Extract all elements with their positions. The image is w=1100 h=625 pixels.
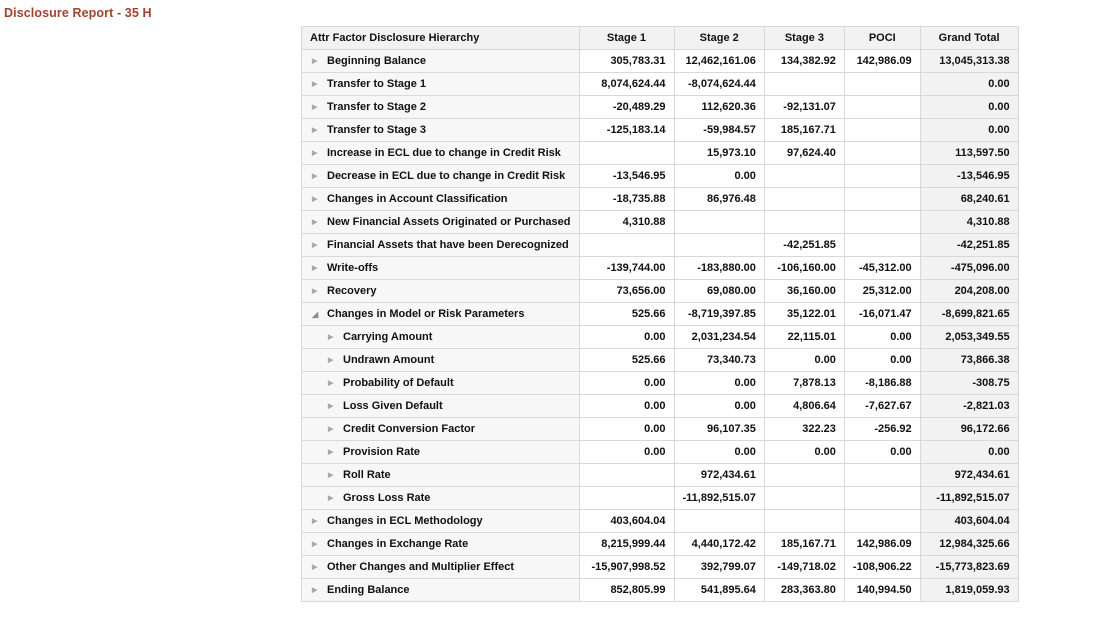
hierarchy-cell[interactable]: [302, 280, 580, 303]
table-body: [302, 50, 1019, 602]
row-label: Loss Given Default: [343, 400, 443, 412]
value-cell: 0.00: [579, 395, 674, 418]
value-cell: [844, 73, 920, 96]
table-row: [302, 579, 1019, 602]
hierarchy-cell[interactable]: [302, 188, 580, 211]
value-cell: 541,895.64: [674, 579, 764, 602]
grand-total-cell: -2,821.03: [920, 395, 1018, 418]
expand-icon[interactable]: ▶: [312, 265, 318, 272]
row-label: Changes in Exchange Rate: [327, 538, 469, 550]
value-cell: -7,627.67: [844, 395, 920, 418]
row-label: Changes in Account Classification: [327, 193, 508, 205]
row-label: Carrying Amount: [343, 331, 433, 343]
value-cell: 25,312.00: [844, 280, 920, 303]
hierarchy-cell[interactable]: [302, 73, 580, 96]
grand-total-cell: 2,053,349.55: [920, 326, 1018, 349]
value-cell: [579, 234, 674, 257]
table-row: [302, 395, 1019, 418]
value-cell: [844, 165, 920, 188]
value-cell: 283,363.80: [764, 579, 844, 602]
table-row: [302, 510, 1019, 533]
hierarchy-cell[interactable]: [302, 487, 580, 510]
expand-icon[interactable]: ▶: [328, 380, 334, 387]
value-cell: -15,907,998.52: [579, 556, 674, 579]
row-label: Write-offs: [327, 262, 379, 274]
expand-icon[interactable]: ▶: [312, 58, 318, 65]
value-cell: [844, 510, 920, 533]
value-cell: [764, 487, 844, 510]
value-cell: 392,799.07: [674, 556, 764, 579]
row-label: Recovery: [327, 285, 377, 297]
value-cell: -125,183.14: [579, 119, 674, 142]
expand-icon[interactable]: ▶: [312, 518, 318, 525]
value-cell: [844, 188, 920, 211]
value-cell: -92,131.07: [764, 96, 844, 119]
value-cell: 73,656.00: [579, 280, 674, 303]
grand-total-cell: 204,208.00: [920, 280, 1018, 303]
value-cell: -106,160.00: [764, 257, 844, 280]
value-cell: 22,115.01: [764, 326, 844, 349]
row-label: Roll Rate: [343, 469, 391, 481]
expand-icon[interactable]: ▶: [312, 127, 318, 134]
value-cell: 0.00: [844, 326, 920, 349]
value-cell: -13,546.95: [579, 165, 674, 188]
row-label: Other Changes and Multiplier Effect: [327, 561, 515, 573]
hierarchy-cell[interactable]: [302, 326, 580, 349]
expand-icon[interactable]: ▶: [328, 495, 334, 502]
table-row: [302, 234, 1019, 257]
value-cell: 96,107.35: [674, 418, 764, 441]
value-cell: 185,167.71: [764, 533, 844, 556]
grand-total-cell: 13,045,313.38: [920, 50, 1018, 73]
grand-total-cell: 12,984,325.66: [920, 533, 1018, 556]
header-row: [302, 27, 1019, 50]
table-row: [302, 188, 1019, 211]
value-cell: 12,462,161.06: [674, 50, 764, 73]
value-cell: 15,973.10: [674, 142, 764, 165]
expand-icon[interactable]: ▶: [312, 541, 318, 548]
value-cell: -8,186.88: [844, 372, 920, 395]
value-cell: [579, 487, 674, 510]
expand-icon[interactable]: ▶: [328, 357, 334, 364]
value-cell: 0.00: [674, 165, 764, 188]
value-cell: 8,215,999.44: [579, 533, 674, 556]
hierarchy-cell[interactable]: [302, 234, 580, 257]
hierarchy-cell[interactable]: [302, 211, 580, 234]
value-cell: [844, 234, 920, 257]
hierarchy-cell[interactable]: [302, 119, 580, 142]
value-cell: 0.00: [764, 441, 844, 464]
expand-icon[interactable]: ▶: [328, 334, 334, 341]
value-cell: 134,382.92: [764, 50, 844, 73]
table-row: [302, 142, 1019, 165]
value-cell: [844, 96, 920, 119]
value-cell: [844, 211, 920, 234]
expand-icon[interactable]: ▶: [328, 472, 334, 479]
hierarchy-cell[interactable]: [302, 418, 580, 441]
value-cell: -108,906.22: [844, 556, 920, 579]
value-cell: [844, 142, 920, 165]
row-label: Increase in ECL due to change in Credit Risk: [327, 147, 561, 159]
disclosure-report-table: [301, 26, 1019, 602]
value-cell: [674, 211, 764, 234]
table-header: [302, 27, 1019, 50]
row-label: Ending Balance: [327, 584, 410, 596]
hierarchy-cell[interactable]: [302, 50, 580, 73]
grand-total-cell: 972,434.61: [920, 464, 1018, 487]
grand-total-cell: 403,604.04: [920, 510, 1018, 533]
expand-icon[interactable]: ▶: [312, 196, 318, 203]
grand-total-cell: -308.75: [920, 372, 1018, 395]
value-cell: 97,624.40: [764, 142, 844, 165]
value-cell: -59,984.57: [674, 119, 764, 142]
grand-total-cell: -475,096.00: [920, 257, 1018, 280]
hierarchy-cell[interactable]: [302, 96, 580, 119]
value-cell: 69,080.00: [674, 280, 764, 303]
grand-total-cell: 113,597.50: [920, 142, 1018, 165]
table-row: [302, 303, 1019, 326]
value-cell: 525.66: [579, 303, 674, 326]
hierarchy-cell[interactable]: [302, 349, 580, 372]
hierarchy-cell[interactable]: [302, 165, 580, 188]
table-row: [302, 464, 1019, 487]
grand-total-cell: 0.00: [920, 73, 1018, 96]
column-header-grand-total: Grand Total: [920, 27, 1018, 50]
value-cell: -8,074,624.44: [674, 73, 764, 96]
value-cell: 0.00: [844, 441, 920, 464]
table-row: [302, 257, 1019, 280]
row-label: Probability of Default: [343, 377, 454, 389]
table-row: [302, 441, 1019, 464]
value-cell: 0.00: [764, 349, 844, 372]
row-label: Beginning Balance: [327, 55, 427, 67]
row-label: Financial Assets that have been Derecognized: [327, 239, 569, 251]
grand-total-cell: 4,310.88: [920, 211, 1018, 234]
value-cell: -11,892,515.07: [674, 487, 764, 510]
table-row: [302, 165, 1019, 188]
row-label: Undrawn Amount: [343, 354, 435, 366]
expand-icon[interactable]: ▶: [312, 564, 318, 571]
value-cell: [764, 188, 844, 211]
row-label: Gross Loss Rate: [343, 492, 431, 504]
expand-icon[interactable]: ▶: [328, 403, 334, 410]
hierarchy-cell[interactable]: [302, 441, 580, 464]
value-cell: 35,122.01: [764, 303, 844, 326]
value-cell: 305,783.31: [579, 50, 674, 73]
hierarchy-cell[interactable]: [302, 303, 580, 326]
value-cell: [764, 510, 844, 533]
grand-total-cell: 0.00: [920, 119, 1018, 142]
value-cell: -183,880.00: [674, 257, 764, 280]
hierarchy-cell[interactable]: [302, 533, 580, 556]
value-cell: 4,310.88: [579, 211, 674, 234]
value-cell: 972,434.61: [674, 464, 764, 487]
value-cell: [674, 510, 764, 533]
column-header-stage-1: Stage 1: [579, 27, 674, 50]
value-cell: 403,604.04: [579, 510, 674, 533]
expand-icon[interactable]: ▶: [312, 288, 318, 295]
row-label: Transfer to Stage 1: [327, 78, 427, 90]
value-cell: [674, 234, 764, 257]
expand-icon[interactable]: ▶: [312, 587, 318, 594]
page-title: Disclosure Report - 35 H: [4, 6, 152, 20]
value-cell: 36,160.00: [764, 280, 844, 303]
hierarchy-cell[interactable]: [302, 556, 580, 579]
table-row: [302, 349, 1019, 372]
value-cell: -45,312.00: [844, 257, 920, 280]
hierarchy-cell[interactable]: [302, 257, 580, 280]
expand-icon[interactable]: ▶: [312, 242, 318, 249]
row-label: Provision Rate: [343, 446, 421, 458]
row-label: Transfer to Stage 3: [327, 124, 427, 136]
expand-icon[interactable]: ▶: [312, 150, 318, 157]
value-cell: -149,718.02: [764, 556, 844, 579]
row-label: Changes in ECL Methodology: [327, 515, 483, 527]
value-cell: 73,340.73: [674, 349, 764, 372]
table-row: [302, 211, 1019, 234]
expand-icon[interactable]: ▶: [328, 426, 334, 433]
value-cell: [764, 464, 844, 487]
expand-icon[interactable]: ▶: [312, 219, 318, 226]
hierarchy-cell[interactable]: [302, 510, 580, 533]
row-label: Credit Conversion Factor: [343, 423, 476, 435]
grand-total-cell: -8,699,821.65: [920, 303, 1018, 326]
value-cell: 2,031,234.54: [674, 326, 764, 349]
value-cell: 0.00: [579, 326, 674, 349]
value-cell: 142,986.09: [844, 533, 920, 556]
collapse-icon[interactable]: ◢: [312, 310, 319, 319]
grand-total-cell: -11,892,515.07: [920, 487, 1018, 510]
expand-icon[interactable]: ▶: [328, 449, 334, 456]
value-cell: 322.23: [764, 418, 844, 441]
table-row: [302, 119, 1019, 142]
grand-total-cell: 0.00: [920, 96, 1018, 119]
table-row: [302, 556, 1019, 579]
hierarchy-cell[interactable]: [302, 372, 580, 395]
grand-total-cell: 68,240.61: [920, 188, 1018, 211]
grand-total-cell: -15,773,823.69: [920, 556, 1018, 579]
table-row: [302, 372, 1019, 395]
value-cell: 86,976.48: [674, 188, 764, 211]
grand-total-cell: 73,866.38: [920, 349, 1018, 372]
value-cell: 4,440,172.42: [674, 533, 764, 556]
table-row: [302, 73, 1019, 96]
hierarchy-cell[interactable]: [302, 142, 580, 165]
value-cell: 525.66: [579, 349, 674, 372]
value-cell: 0.00: [674, 372, 764, 395]
value-cell: -8,719,397.85: [674, 303, 764, 326]
grand-total-cell: -42,251.85: [920, 234, 1018, 257]
hierarchy-cell[interactable]: [302, 579, 580, 602]
value-cell: [764, 165, 844, 188]
value-cell: 7,878.13: [764, 372, 844, 395]
grand-total-cell: 0.00: [920, 441, 1018, 464]
row-label: Decrease in ECL due to change in Credit Risk: [327, 170, 566, 182]
grand-total-cell: 1,819,059.93: [920, 579, 1018, 602]
value-cell: 142,986.09: [844, 50, 920, 73]
table-row: [302, 50, 1019, 73]
value-cell: [844, 119, 920, 142]
value-cell: 185,167.71: [764, 119, 844, 142]
expand-icon[interactable]: ▶: [312, 173, 318, 180]
value-cell: [844, 487, 920, 510]
value-cell: 0.00: [674, 441, 764, 464]
value-cell: -42,251.85: [764, 234, 844, 257]
value-cell: 852,805.99: [579, 579, 674, 602]
column-header-poci: POCI: [844, 27, 920, 50]
column-header-hierarchy: Attr Factor Disclosure Hierarchy: [302, 27, 580, 50]
table-row: [302, 280, 1019, 303]
value-cell: -139,744.00: [579, 257, 674, 280]
table-row: [302, 326, 1019, 349]
value-cell: 8,074,624.44: [579, 73, 674, 96]
expand-icon[interactable]: ▶: [312, 104, 318, 111]
value-cell: [579, 464, 674, 487]
table-row: [302, 96, 1019, 119]
row-label: Changes in Model or Risk Parameters: [327, 308, 525, 320]
expand-icon[interactable]: ▶: [312, 81, 318, 88]
row-label: Transfer to Stage 2: [327, 101, 427, 113]
column-header-stage-2: Stage 2: [674, 27, 764, 50]
value-cell: -18,735.88: [579, 188, 674, 211]
value-cell: -256.92: [844, 418, 920, 441]
table-row: [302, 533, 1019, 556]
value-cell: 0.00: [674, 395, 764, 418]
value-cell: -20,489.29: [579, 96, 674, 119]
value-cell: [764, 211, 844, 234]
value-cell: 140,994.50: [844, 579, 920, 602]
value-cell: 0.00: [579, 372, 674, 395]
value-cell: 0.00: [579, 441, 674, 464]
column-header-stage-3: Stage 3: [764, 27, 844, 50]
value-cell: 0.00: [844, 349, 920, 372]
hierarchy-cell[interactable]: [302, 395, 580, 418]
row-label: New Financial Assets Originated or Purchased: [327, 216, 571, 228]
value-cell: [579, 142, 674, 165]
value-cell: 0.00: [579, 418, 674, 441]
grand-total-cell: 96,172.66: [920, 418, 1018, 441]
value-cell: [764, 73, 844, 96]
value-cell: 112,620.36: [674, 96, 764, 119]
table-row: [302, 418, 1019, 441]
value-cell: -16,071.47: [844, 303, 920, 326]
table-row: [302, 487, 1019, 510]
hierarchy-cell[interactable]: [302, 464, 580, 487]
value-cell: [844, 464, 920, 487]
grand-total-cell: -13,546.95: [920, 165, 1018, 188]
value-cell: 4,806.64: [764, 395, 844, 418]
